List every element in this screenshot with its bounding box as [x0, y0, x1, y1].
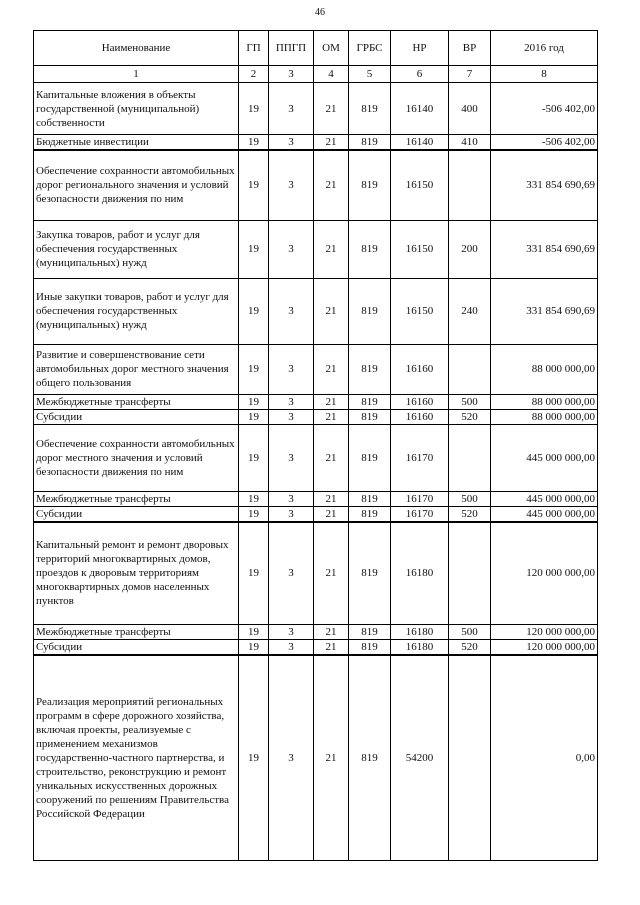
row-gp: 19 — [239, 409, 269, 424]
row-name: Субсидии — [34, 506, 239, 522]
row-ppgp: 3 — [269, 625, 314, 640]
header-name: Наименование — [34, 31, 239, 66]
row-amount: 120 000 000,00 — [491, 522, 598, 625]
row-grbs: 819 — [349, 344, 391, 394]
row-grbs: 819 — [349, 83, 391, 135]
row-grbs: 819 — [349, 491, 391, 506]
row-name: Закупка товаров, работ и услуг для обеспечения государственных (муниципальных) нужд — [34, 220, 239, 278]
header-year: 2016 год — [491, 31, 598, 66]
column-number-row — [34, 66, 598, 83]
row-grbs: 819 — [349, 278, 391, 344]
row-vr: 240 — [449, 278, 491, 344]
table-row — [34, 278, 598, 344]
row-om: 21 — [314, 424, 349, 491]
column-number: 7 — [449, 66, 491, 83]
table-row — [34, 135, 598, 151]
row-grbs: 819 — [349, 640, 391, 656]
table-row — [34, 150, 598, 220]
row-vr — [449, 344, 491, 394]
row-ppgp: 3 — [269, 655, 314, 860]
header-nr: НР — [391, 31, 449, 66]
row-ppgp: 3 — [269, 409, 314, 424]
row-ppgp: 3 — [269, 150, 314, 220]
row-amount: 445 000 000,00 — [491, 506, 598, 522]
row-nr: 16160 — [391, 344, 449, 394]
row-vr: 410 — [449, 135, 491, 151]
row-ppgp: 3 — [269, 506, 314, 522]
table-row — [34, 394, 598, 409]
row-nr: 16140 — [391, 83, 449, 135]
row-nr: 16150 — [391, 278, 449, 344]
row-grbs: 819 — [349, 522, 391, 625]
row-gp: 19 — [239, 655, 269, 860]
row-om: 21 — [314, 278, 349, 344]
row-om: 21 — [314, 409, 349, 424]
row-ppgp: 3 — [269, 491, 314, 506]
row-vr: 520 — [449, 640, 491, 656]
row-om: 21 — [314, 220, 349, 278]
column-number: 3 — [269, 66, 314, 83]
row-gp: 19 — [239, 135, 269, 151]
row-ppgp: 3 — [269, 83, 314, 135]
row-grbs: 819 — [349, 394, 391, 409]
row-grbs: 819 — [349, 424, 391, 491]
column-number: 5 — [349, 66, 391, 83]
row-amount: 331 854 690,69 — [491, 220, 598, 278]
row-vr: 500 — [449, 491, 491, 506]
header-row — [34, 31, 598, 66]
column-number: 8 — [491, 66, 598, 83]
row-nr: 16180 — [391, 625, 449, 640]
row-amount: 331 854 690,69 — [491, 278, 598, 344]
table-row — [34, 506, 598, 522]
row-name: Межбюджетные трансферты — [34, 394, 239, 409]
table-row — [34, 655, 598, 860]
row-om: 21 — [314, 150, 349, 220]
row-om: 21 — [314, 83, 349, 135]
row-vr: 520 — [449, 409, 491, 424]
row-om: 21 — [314, 625, 349, 640]
row-nr: 16170 — [391, 506, 449, 522]
row-nr: 16180 — [391, 640, 449, 656]
row-name: Капитальные вложения в объекты государственной (муниципальной) собственности — [34, 83, 239, 135]
row-vr: 200 — [449, 220, 491, 278]
row-nr: 16140 — [391, 135, 449, 151]
row-vr — [449, 424, 491, 491]
row-gp: 19 — [239, 625, 269, 640]
column-number: 1 — [34, 66, 239, 83]
header-om: ОМ — [314, 31, 349, 66]
row-om: 21 — [314, 640, 349, 656]
row-amount: -506 402,00 — [491, 135, 598, 151]
row-ppgp: 3 — [269, 522, 314, 625]
row-ppgp: 3 — [269, 640, 314, 656]
row-name: Иные закупки товаров, работ и услуг для обеспечения государственных (муниципальных) нужд — [34, 278, 239, 344]
row-grbs: 819 — [349, 625, 391, 640]
table-row — [34, 83, 598, 135]
row-amount: 445 000 000,00 — [491, 424, 598, 491]
table-row — [34, 640, 598, 656]
row-nr: 16180 — [391, 522, 449, 625]
row-om: 21 — [314, 522, 349, 625]
row-gp: 19 — [239, 220, 269, 278]
row-ppgp: 3 — [269, 135, 314, 151]
row-nr: 16170 — [391, 491, 449, 506]
row-name: Межбюджетные трансферты — [34, 625, 239, 640]
row-ppgp: 3 — [269, 344, 314, 394]
row-name: Обеспечение сохранности автомобильных дорог местного значения и условий безопасности движения по ним — [34, 424, 239, 491]
row-om: 21 — [314, 344, 349, 394]
row-gp: 19 — [239, 506, 269, 522]
header-grbs: ГРБС — [349, 31, 391, 66]
row-gp: 19 — [239, 491, 269, 506]
header-vr: ВР — [449, 31, 491, 66]
table-row — [34, 344, 598, 394]
row-amount: -506 402,00 — [491, 83, 598, 135]
row-grbs: 819 — [349, 135, 391, 151]
row-name: Межбюджетные трансферты — [34, 491, 239, 506]
row-vr — [449, 150, 491, 220]
row-grbs: 819 — [349, 655, 391, 860]
row-om: 21 — [314, 506, 349, 522]
row-nr: 16160 — [391, 394, 449, 409]
row-ppgp: 3 — [269, 278, 314, 344]
row-name: Обеспечение сохранности автомобильных дорог регионального значения и условий безопасности движения по ним — [34, 150, 239, 220]
row-name: Бюджетные инвестиции — [34, 135, 239, 151]
header-ppgp: ППГП — [269, 31, 314, 66]
row-name: Субсидии — [34, 640, 239, 656]
header-gp: ГП — [239, 31, 269, 66]
row-nr: 16160 — [391, 409, 449, 424]
row-name: Капитальный ремонт и ремонт дворовых территорий многоквартирных домов, проездов к дворовым территориям многоквартирных домов населенных пунктов — [34, 522, 239, 625]
row-ppgp: 3 — [269, 220, 314, 278]
row-grbs: 819 — [349, 506, 391, 522]
row-gp: 19 — [239, 640, 269, 656]
row-amount: 445 000 000,00 — [491, 491, 598, 506]
table-row — [34, 220, 598, 278]
column-number: 6 — [391, 66, 449, 83]
row-grbs: 819 — [349, 150, 391, 220]
row-amount: 331 854 690,69 — [491, 150, 598, 220]
row-amount: 120 000 000,00 — [491, 625, 598, 640]
row-gp: 19 — [239, 278, 269, 344]
row-amount: 88 000 000,00 — [491, 344, 598, 394]
row-om: 21 — [314, 491, 349, 506]
row-gp: 19 — [239, 344, 269, 394]
row-gp: 19 — [239, 83, 269, 135]
row-om: 21 — [314, 135, 349, 151]
row-vr: 520 — [449, 506, 491, 522]
row-gp: 19 — [239, 522, 269, 625]
row-om: 21 — [314, 655, 349, 860]
row-ppgp: 3 — [269, 394, 314, 409]
table-row — [34, 409, 598, 424]
row-nr: 54200 — [391, 655, 449, 860]
row-om: 21 — [314, 394, 349, 409]
row-nr: 16150 — [391, 220, 449, 278]
table-row — [34, 424, 598, 491]
row-amount: 88 000 000,00 — [491, 409, 598, 424]
row-nr: 16150 — [391, 150, 449, 220]
row-name: Реализация мероприятий региональных программ в сфере дорожного хозяйства, включая проекты, реализуемые с применением механизмов государственно-частного партнерства, и строительство, реконструкцию и ремонт уникальных искусственных дорожных сооружений по решениям Правительства Российской Федерации — [34, 655, 239, 860]
row-vr: 400 — [449, 83, 491, 135]
row-vr: 500 — [449, 394, 491, 409]
page-number: 46 — [315, 7, 325, 18]
table-row — [34, 491, 598, 506]
row-gp: 19 — [239, 394, 269, 409]
row-vr — [449, 655, 491, 860]
table-row — [34, 522, 598, 625]
row-name: Развитие и совершенствование сети автомобильных дорог местного значения общего пользования — [34, 344, 239, 394]
row-vr: 500 — [449, 625, 491, 640]
row-ppgp: 3 — [269, 424, 314, 491]
row-gp: 19 — [239, 424, 269, 491]
row-amount: 0,00 — [491, 655, 598, 860]
table-row — [34, 625, 598, 640]
row-vr — [449, 522, 491, 625]
row-grbs: 819 — [349, 220, 391, 278]
row-amount: 120 000 000,00 — [491, 640, 598, 656]
row-name: Субсидии — [34, 409, 239, 424]
row-gp: 19 — [239, 150, 269, 220]
budget-table — [33, 30, 598, 861]
row-amount: 88 000 000,00 — [491, 394, 598, 409]
column-number: 4 — [314, 66, 349, 83]
row-grbs: 819 — [349, 409, 391, 424]
row-nr: 16170 — [391, 424, 449, 491]
column-number: 2 — [239, 66, 269, 83]
